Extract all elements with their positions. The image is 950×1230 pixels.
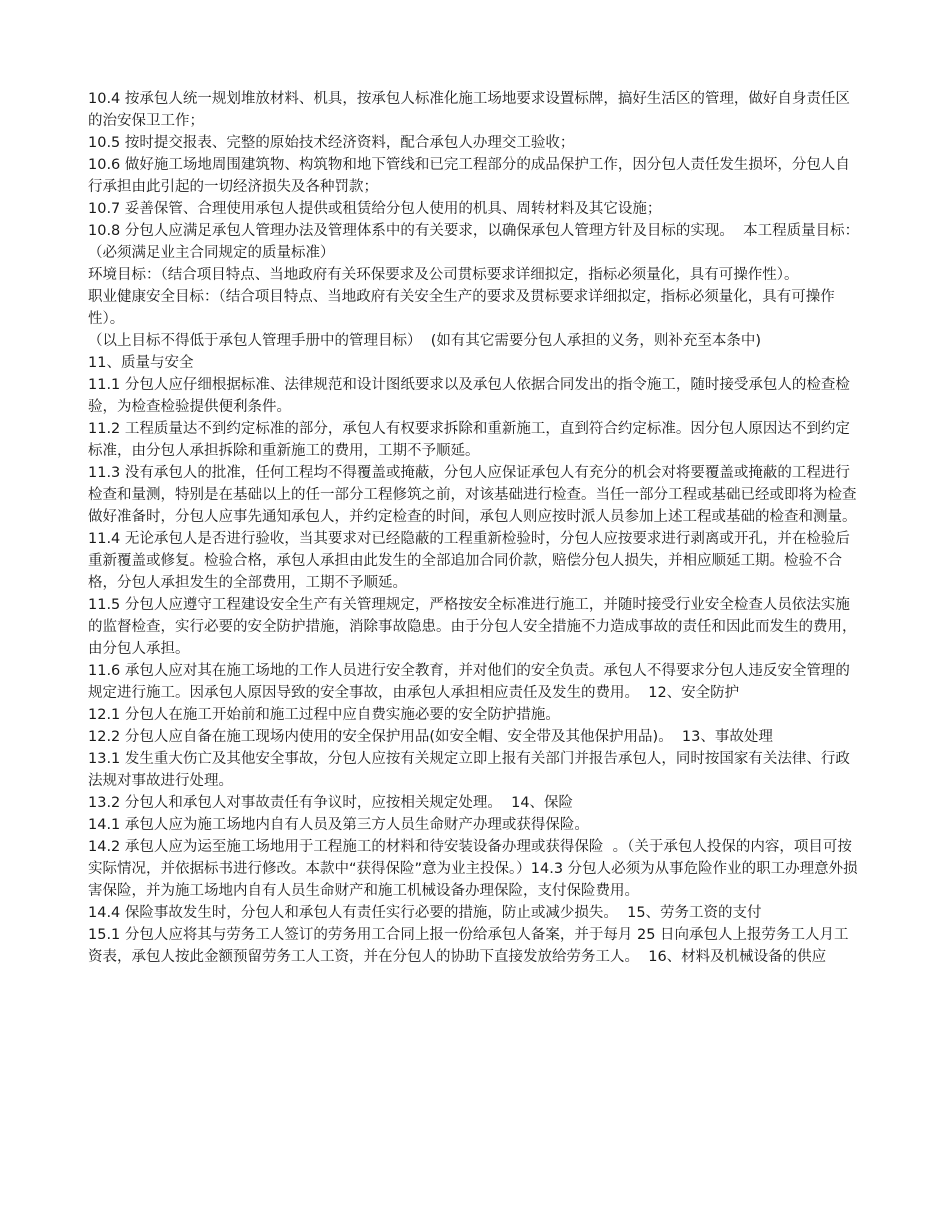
paragraph-14-2: 14.2 承包人应为运至施工场地用于工程施工的材料和待安装设备办理或获得保险 。（关于承包人投保的内容，项目可按实际情况，并依据标书进行修改。本款中“获得保险”意为业主投保。）14.3 分包人必须为从事危险作业的职工办理意外损害保险，并为施工场地内自有人员生命财产和施工机械设备办理保险，支付保险费用。 bbox=[88, 839, 858, 899]
paragraph-14-4: 14.4 保险事故发生时，分包人和承包人有责任实行必要的措施，防止或减少损失。 15、劳务工资的支付 bbox=[88, 905, 762, 921]
paragraph-11-1: 11.1 分包人应仔细根据标准、法律规范和设计图纸要求以及承包人依据合同发出的指令施工，随时接受承包人的检查检验，为检查检验提供便利条件。 bbox=[88, 377, 850, 415]
paragraph-11-3: 11.3 没有承包人的批准，任何工程均不得覆盖或掩蔽，分包人应保证承包人有充分的机会对将要覆盖或掩蔽的工程进行检查和量测，特别是在基础以上的任一部分工程修筑之前，对该基础进行检查。当任一部分工程或基础已经或即将为检查做好准备时，分包人应事先通知承包人，并约定检查的时间，承包人则应按时派人员参加上述工程或基础的检查和测量。 bbox=[88, 465, 857, 525]
section-heading-11: 11、质量与安全 bbox=[88, 355, 194, 371]
paragraph-13-2: 13.2 分包人和承包人对事故责任有争议时，应按相关规定处理。 14、保险 bbox=[88, 795, 574, 811]
document-page bbox=[88, 88, 860, 968]
paragraph-10-7: 10.7 妥善保管、合理使用承包人提供或租赁给分包人使用的机具、周转材料及其它设施； bbox=[88, 201, 662, 217]
paragraph-15-1: 15.1 分包人应将其与劳务工人签订的劳务用工合同上报一份给承包人备案，并于每月 25 日向承包人上报劳务工人月工资表，承包人按此金额预留劳务工人工资，并在分包人的协助下直接发放给劳务工人。 16、材料及机械设备的供应 bbox=[88, 927, 849, 965]
paragraph-13-1: 13.1 发生重大伤亡及其他安全事故，分包人应按有关规定立即上报有关部门并报告承包人，同时按国家有关法律、行政法规对事故进行处理。 bbox=[88, 751, 850, 789]
paragraph-14-1: 14.1 承包人应为施工场地内自有人员及第三方人员生命财产办理或获得保险。 bbox=[88, 817, 589, 833]
paragraph-10-6: 10.6 做好施工场地周围建筑物、构筑物和地下管线和已完工程部分的成品保护工作，因分包人责任发生损坏，分包人自行承担由此引起的一切经济损失及各种罚款； bbox=[88, 157, 850, 195]
paragraph-12-2: 12.2 分包人应自备在施工现场内使用的安全保护用品(如安全帽、安全带及其他保护用品)。 13、事故处理 bbox=[88, 729, 773, 745]
paragraph-10-4: 10.4 按承包人统一规划堆放材料、机具，按承包人标准化施工场地要求设置标牌，搞好生活区的管理，做好自身责任区的治安保卫工作； bbox=[88, 91, 850, 129]
paragraph-10-5: 10.5 按时提交报表、完整的原始技术经济资料，配合承包人办理交工验收； bbox=[88, 135, 575, 151]
paragraph-11-5: 11.5 分包人应遵守工程建设安全生产有关管理规定，严格按安全标准进行施工，并随时接受行业安全检查人员依法实施的监督检查，实行必要的安全防护措施，消除事故隐患。由于分包人安全措施不力造成事故的责任和因此而发生的费用，由分包人承担。 bbox=[88, 597, 857, 657]
paragraph-11-6: 11.6 承包人应对其在施工场地的工作人员进行安全教育，并对他们的安全负责。承包人不得要求分包人违反安全管理的规定进行施工。因承包人原因导致的安全事故，由承包人承担相应责任及发生的费用。 12、安全防护 bbox=[88, 663, 850, 701]
paragraph-10-8: 10.8 分包人应满足承包人管理办法及管理体系中的有关要求，以确保承包人管理方针及目标的实现。 本工程质量目标：（必须满足业主合同规定的质量标准） bbox=[88, 223, 860, 261]
paragraph-11-4: 11.4 无论承包人是否进行验收，当其要求对已经隐蔽的工程重新检验时，分包人应按要求进行剥离或开孔，并在检验后重新覆盖或修复。检验合格，承包人承担由此发生的全部追加合同价款，赔偿分包人损失，并相应顺延工期。检验不合格，分包人承担发生的全部费用，工期不予顺延。 bbox=[88, 531, 850, 591]
paragraph-ohs-goal: 职业健康安全目标：（结合项目特点、当地政府有关安全生产的要求及贯标要求详细拟定，指标必须量化，具有可操作性）。 bbox=[88, 289, 835, 327]
paragraph-12-1: 12.1 分包人在施工开始前和施工过程中应自费实施必要的安全防护措施。 bbox=[88, 707, 560, 723]
paragraph-goal-note: （以上目标不得低于承包人管理手册中的管理目标） (如有其它需要分包人承担的义务，则补充至本条中) bbox=[88, 333, 762, 349]
paragraph-11-2: 11.2 工程质量达不到约定标准的部分，承包人有权要求拆除和重新施工，直到符合约定标准。因分包人原因达不到约定标准，由分包人承担拆除和重新施工的费用，工期不予顺延。 bbox=[88, 421, 850, 459]
paragraph-environment-goal: 环境目标：（结合项目特点、当地政府有关环保要求及公司贯标要求详细拟定，指标必须量化，具有可操作性）。 bbox=[88, 267, 799, 283]
